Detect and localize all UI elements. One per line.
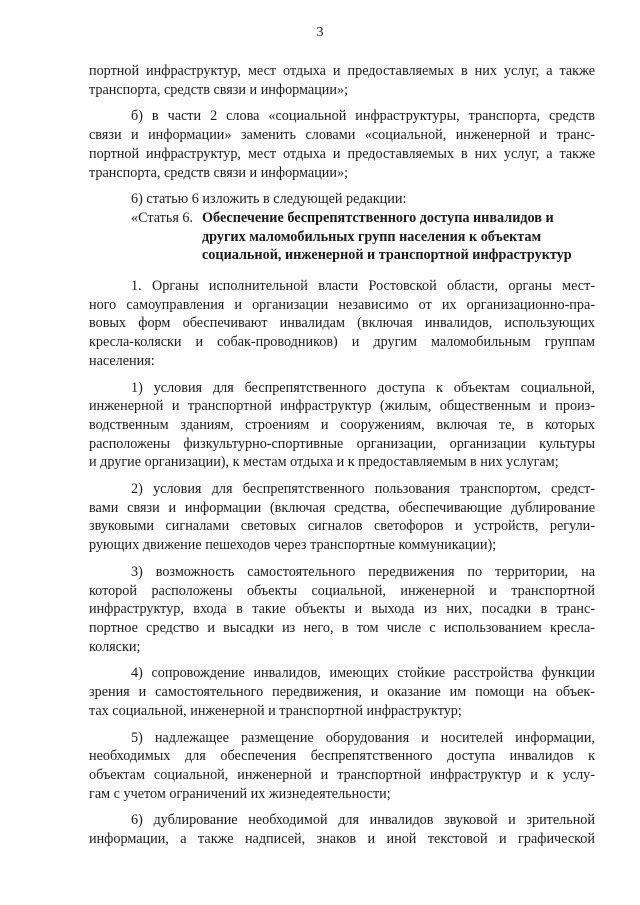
text-line: гам с учетом ограничений их жизнедеятельности; (89, 785, 391, 802)
text-line: инфраструктур, входа в такие объекты и выхода из них, посадки в транс- (89, 601, 595, 618)
text-line: портное средство и высадки из него, в том числе с использованием кресла- (89, 619, 595, 636)
text-line: тах социальной, инженерной и транспортной инфраструктур; (89, 702, 462, 719)
paragraph-intro-continuation (89, 62, 595, 99)
text-line: 6) дублирование необходимой для инвалидов звуковой и зрительной (131, 812, 595, 829)
page-number: 3 (316, 25, 324, 40)
article-title-line: социальной, инженерной и транспортной инфраструктур (202, 247, 572, 264)
text-line: информации, а также надписей, знаков и иной текстовой и графической (89, 831, 595, 848)
text-line: транспорта, средств связи и информации»; (89, 81, 349, 98)
text-line: б) в части 2 слова «социальной инфраструктуры, транспорта, средств (131, 108, 595, 125)
article-heading (89, 209, 595, 265)
text-line: кресла-коляски и собак-проводников) и другим маломобильным группам (89, 334, 595, 351)
list-item-1 (89, 379, 595, 473)
text-line: 5) надлежащее размещение оборудования и носителей информации, (131, 729, 595, 746)
text-line: 1. Органы исполнительной власти Ростовской области, органы мест- (131, 278, 595, 295)
text-line: 4) сопровождение инвалидов, имеющих стойкие расстройства функции (131, 665, 595, 682)
article-title-line: Обеспечение беспрепятственного доступа инвалидов и (202, 209, 554, 226)
text-line: портной инфраструктур, мест отдыха и предоставляемых в них услуг, а также (89, 145, 595, 162)
text-line: и другие организации), к местам отдыха и к предоставляемым в них услугам; (89, 454, 559, 471)
paragraph-item-6-intro (89, 190, 595, 209)
list-item-5 (89, 729, 595, 804)
text-line: 6) статью 6 изложить в следующей редакции: (131, 191, 407, 208)
paragraph-item-b (89, 107, 595, 182)
text-line: 1) условия для беспрепятственного доступа к объектам социальной, (131, 379, 595, 396)
list-item-4 (89, 664, 595, 720)
list-item-3 (89, 563, 595, 657)
text-line: населения: (89, 352, 155, 369)
text-line: рующих движение пешеходов через транспортные коммуникации); (89, 537, 497, 554)
article-prefix: «Статья 6. (131, 209, 194, 226)
article-title-line: других маломобильных групп населения к объектам (202, 228, 542, 245)
text-line: водственным зданиям, строениям и сооружениям, включая те, в которых (89, 416, 595, 433)
text-line: которой расположены объекты социальной, инженерной и транспортной (89, 582, 595, 599)
text-line: транспорта, средств связи и информации»; (89, 164, 349, 181)
text-line: 3) возможность самостоятельного передвижения по территории, на (131, 563, 595, 580)
document-body (89, 62, 595, 849)
text-line: расположены физкультурно-спортивные организации, организации культуры (89, 435, 595, 452)
text-line: зрения и самостоятельного передвижения, и оказание им помощи на объек- (89, 684, 595, 701)
text-line: вами связи и информации (включая средства, обеспечивающие дублирование (89, 499, 595, 516)
text-line: объектам социальной, инженерной и транспортной инфраструктур и к услу- (89, 766, 595, 783)
text-line: коляски; (89, 638, 141, 655)
text-line: связи и информации» заменить словами «социальной, инженерной и транс- (89, 127, 595, 144)
text-line: инженерной и транспортной инфраструктур (жилым, общественным и произ- (89, 398, 595, 415)
text-line: ного самоуправления и организации независимо от их организационно-пра- (89, 296, 595, 313)
paragraph-clause-1 (89, 277, 595, 371)
list-item-2 (89, 480, 595, 555)
text-line: необходимых для обеспечения беспрепятственного доступа инвалидов к (89, 748, 595, 765)
text-line: 2) условия для беспрепятственного пользования транспортом, средст- (131, 481, 595, 498)
list-item-6 (89, 811, 595, 848)
text-line: звуковыми сигналами световых сигналов светофоров и устройств, регули- (89, 518, 595, 535)
text-line: вовых форм обеспечивают инвалидам (включая инвалидов, использующих (89, 315, 595, 332)
text-line: портной инфраструктур, мест отдыха и предоставляемых в них услуг, а также (89, 63, 595, 79)
